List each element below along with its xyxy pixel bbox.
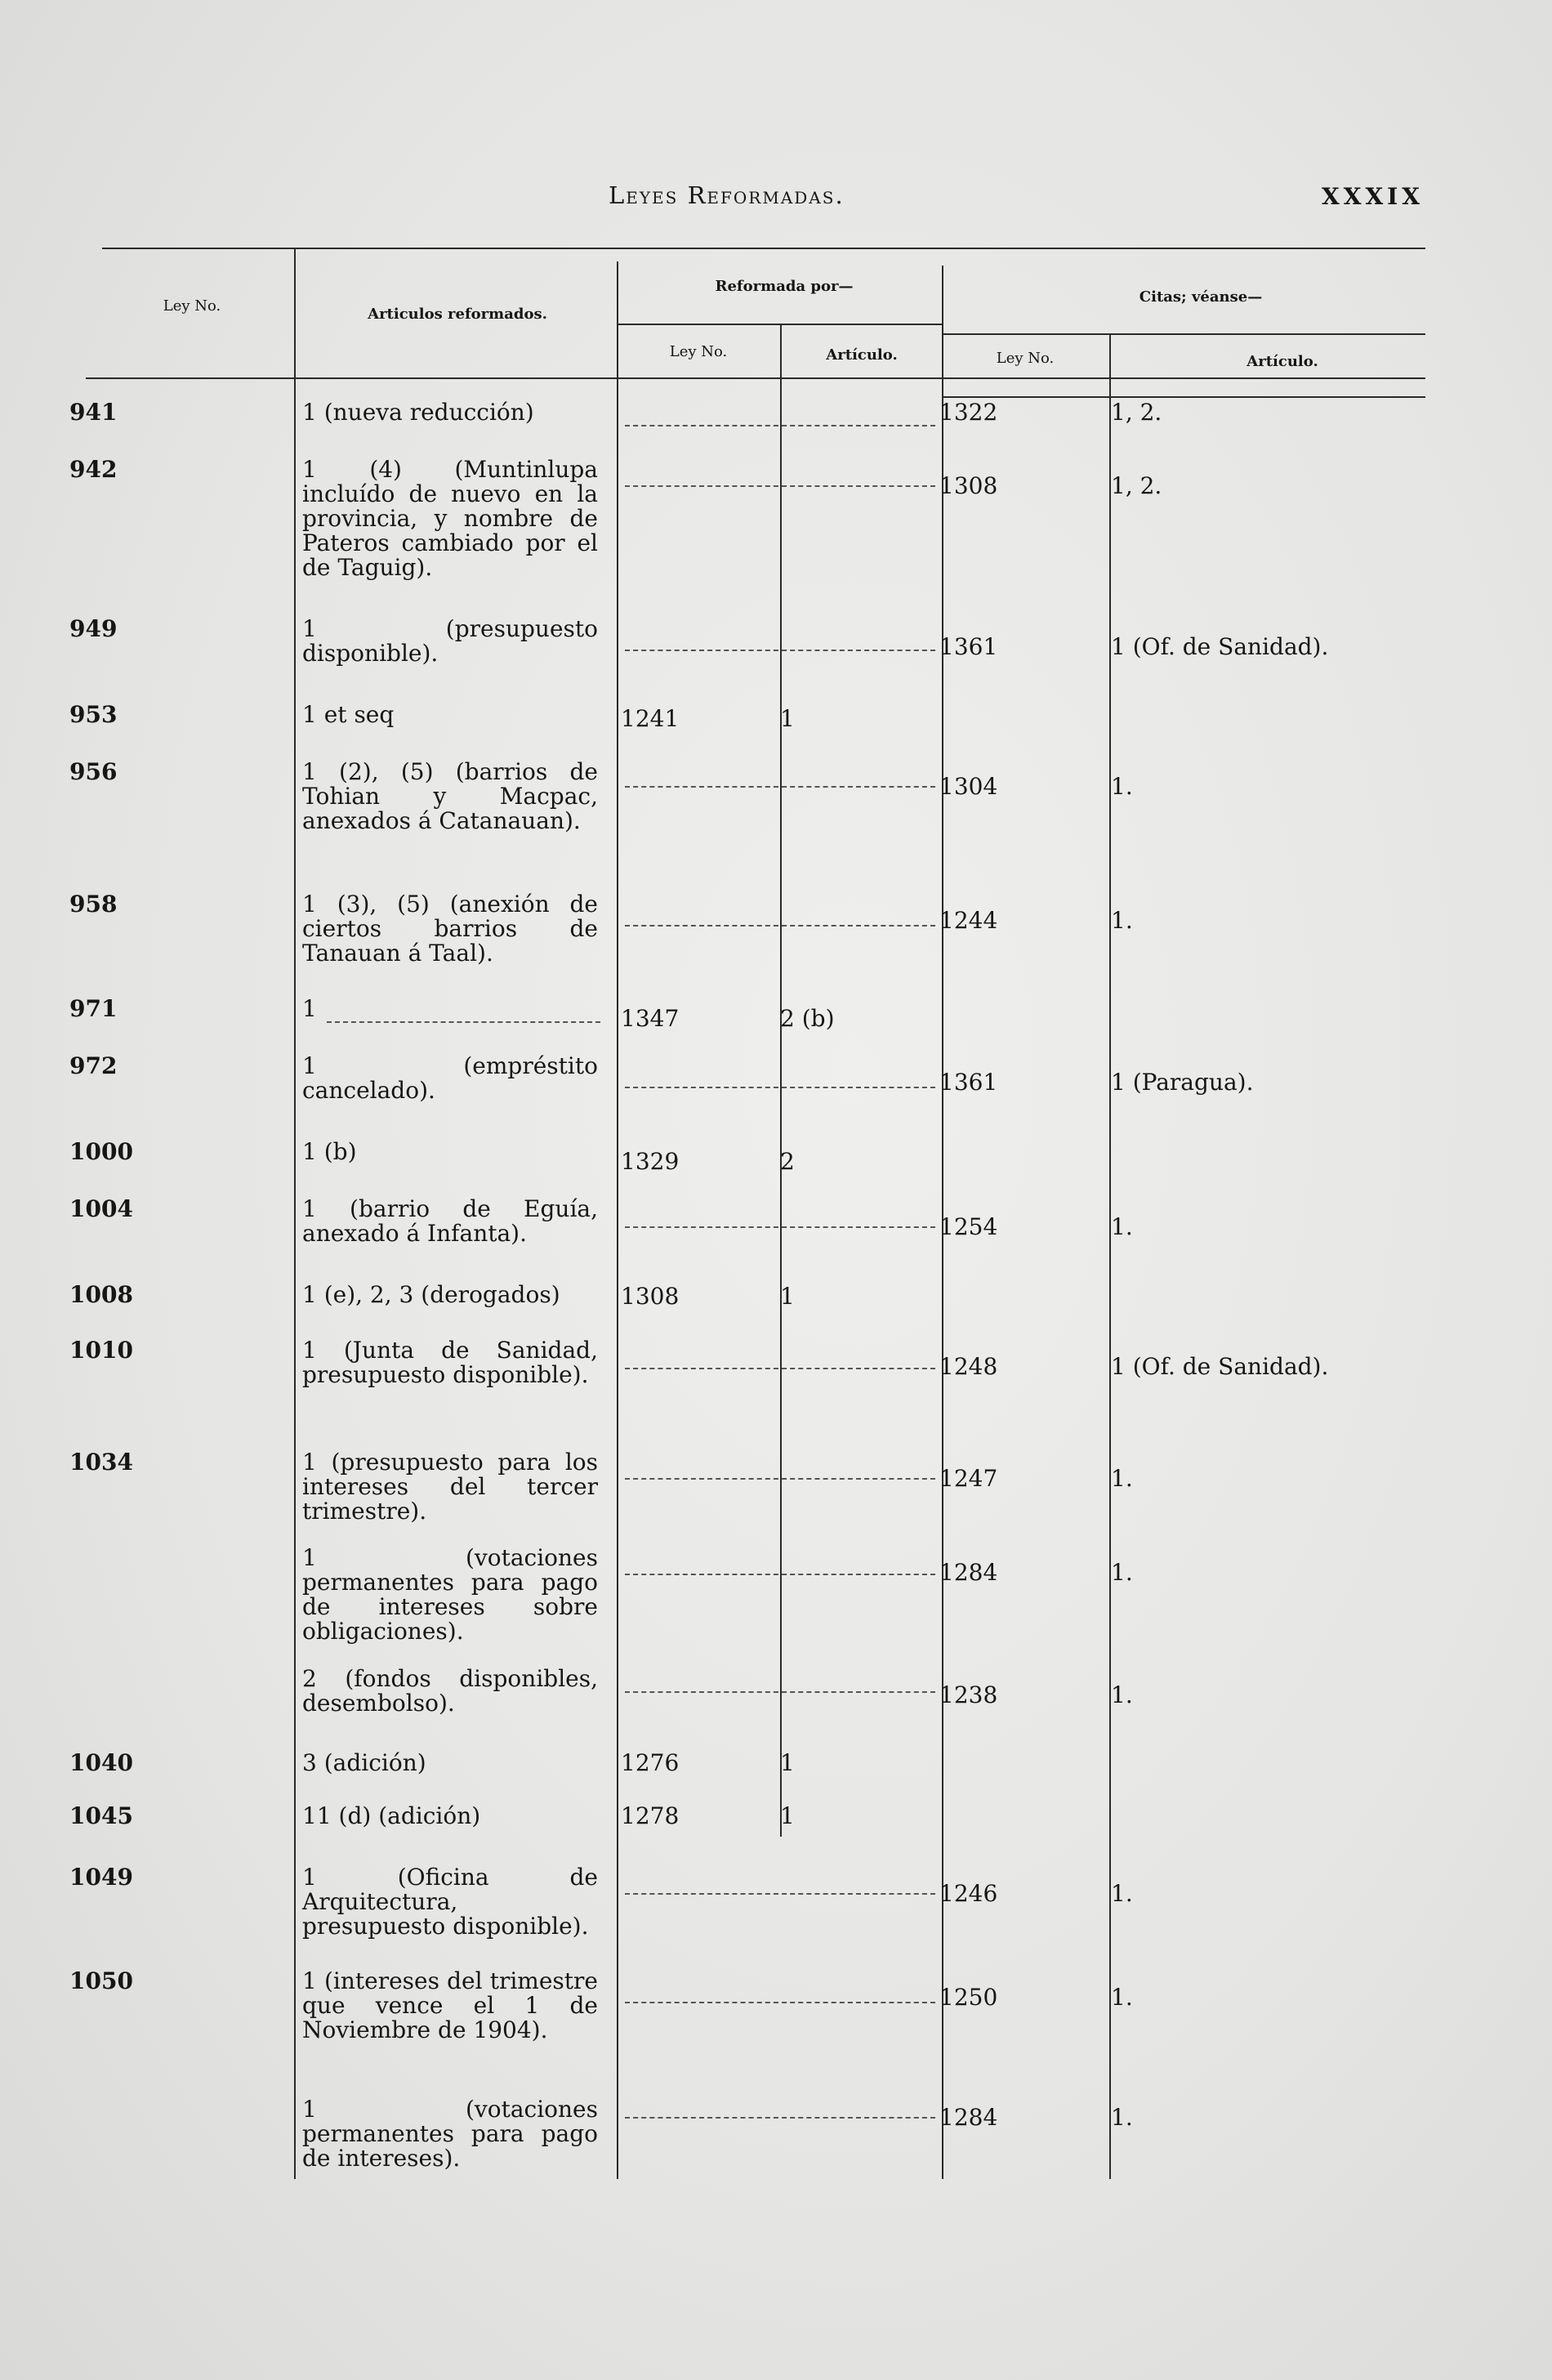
law-number: 956	[69, 758, 118, 785]
reformed-by-law: 1308	[621, 1283, 680, 1310]
subheader-rule-citas	[943, 333, 1425, 335]
law-number: 1000	[69, 1138, 133, 1165]
leader-dots	[625, 1226, 935, 1228]
citation-article: 1.	[1111, 2104, 1133, 2131]
header-bottom-rule	[86, 377, 1425, 379]
articles-reformed: 1 (Junta de Sanidad, presupuesto disponible).	[302, 1337, 598, 1388]
citation-article: 1 (Of. de Sanidad).	[1111, 1353, 1329, 1380]
reformed-by-law: 1347	[621, 1005, 680, 1032]
header-law-no: Ley No.	[163, 297, 221, 315]
law-number: 1034	[69, 1449, 133, 1476]
articles-reformed: 1 (presupuesto disponible).	[302, 615, 598, 667]
citation-law: 1248	[939, 1353, 998, 1380]
column-divider-1	[294, 249, 296, 2179]
law-number: 1049	[69, 1864, 133, 1891]
citation-article: 1 (Of. de Sanidad).	[1111, 633, 1329, 660]
leader-dots	[625, 485, 935, 487]
leader-dots	[625, 425, 935, 426]
leader-dots	[625, 1893, 935, 1895]
running-title: Leyes Reformadas.	[609, 181, 845, 209]
law-number: 1008	[69, 1281, 133, 1308]
citation-law: 1246	[939, 1880, 998, 1907]
citation-law: 1238	[939, 1681, 998, 1708]
articles-reformed: 1 (3), (5) (anexión de ciertos barrios de Tanauan á Taal).	[302, 891, 598, 967]
citation-law: 1284	[939, 2104, 998, 2131]
reformed-by-article: 1	[780, 1749, 795, 1776]
law-number: 949	[69, 615, 118, 642]
citation-law: 1254	[939, 1213, 998, 1240]
citation-law: 1244	[939, 907, 998, 934]
citation-article: 1, 2.	[1111, 472, 1162, 499]
table-top-rule	[102, 248, 1425, 249]
citation-article: 1.	[1111, 1213, 1133, 1240]
header-reformed-by: Reformada por—	[715, 278, 854, 295]
articles-reformed: 1 (2), (5) (barrios de Tohian y Macpac, anexados á Catanauan).	[302, 758, 598, 834]
header-bottom-rule-right	[943, 396, 1425, 398]
articles-reformed: 1 (e), 2, 3 (derogados)	[302, 1281, 560, 1308]
law-number: 958	[69, 891, 118, 918]
articles-reformed: 1 (presupuesto para los intereses del tercer trimestre).	[302, 1449, 598, 1525]
law-number: 1004	[69, 1195, 133, 1222]
articles-reformed: 1 (votaciones permanentes para pago de intereses).	[302, 2096, 598, 2172]
law-number: 942	[69, 456, 118, 483]
articles-reformed: 2 (fondos disponibles, desembolso).	[302, 1665, 598, 1717]
leader-dots	[625, 1478, 935, 1480]
law-number: 1050	[69, 1967, 133, 1994]
articles-reformed: 1 (b)	[302, 1138, 357, 1165]
citation-article: 1.	[1111, 1880, 1133, 1907]
leader-dots	[625, 2002, 935, 2003]
articles-reformed: 3 (adición)	[302, 1749, 426, 1776]
leader-dots	[625, 1368, 935, 1369]
law-number: 972	[69, 1052, 118, 1079]
reformed-by-article: 1	[780, 705, 795, 732]
citation-article: 1.	[1111, 1559, 1133, 1586]
citation-article: 1, 2.	[1111, 399, 1162, 426]
reformed-by-law: 1278	[621, 1802, 680, 1829]
citation-article: 1.	[1111, 1984, 1133, 2011]
articles-reformed: 1 et seq	[302, 701, 395, 728]
articles-reformed: 1 (nueva reducción)	[302, 399, 534, 426]
citation-article: 1.	[1111, 773, 1133, 800]
reformed-by-law: 1329	[621, 1148, 680, 1175]
law-number: 1040	[69, 1749, 133, 1776]
leader-dots	[625, 1691, 935, 1693]
articles-reformed: 1 (empréstito cancelado).	[302, 1052, 598, 1104]
reformed-by-law: 1276	[621, 1749, 680, 1776]
citation-article: 1.	[1111, 1681, 1133, 1708]
reformed-by-law: 1241	[621, 705, 680, 732]
header-citations-law: Ley No.	[996, 350, 1055, 367]
citation-article: 1 (Paragua).	[1111, 1069, 1254, 1096]
law-number: 1010	[69, 1337, 133, 1364]
leader-dots	[625, 650, 935, 651]
articles-reformed: 1 (Oficina de Arquitectura, presupuesto disponible).	[302, 1864, 598, 1940]
column-divider-3	[780, 325, 782, 1837]
citation-article: 1.	[1111, 1465, 1133, 1492]
articles-reformed: 1 (barrio de Eguía, anexado á Infanta).	[302, 1195, 598, 1247]
header-citations: Citas; véanse—	[1139, 288, 1263, 306]
reformed-by-article: 1	[780, 1283, 795, 1310]
running-head	[0, 181, 1552, 214]
leader-dots	[625, 1574, 935, 1575]
citation-law: 1304	[939, 773, 998, 800]
header-reformed-by-law: Ley No.	[669, 343, 728, 360]
law-number: 971	[69, 995, 118, 1022]
header-citations-article: Artículo.	[1247, 353, 1318, 370]
citation-law: 1284	[939, 1559, 998, 1586]
citation-law: 1250	[939, 1984, 998, 2011]
law-number: 941	[69, 399, 118, 426]
leader-dots	[625, 786, 935, 788]
articles-reformed: 1	[302, 995, 317, 1022]
header-reformed-by-article: Artículo.	[826, 346, 898, 364]
citation-law: 1308	[939, 472, 998, 499]
articles-reformed: 1 (votaciones permanentes para pago de intereses sobre obligaciones).	[302, 1544, 598, 1645]
column-divider-2	[617, 261, 618, 2179]
leader-dots	[327, 1021, 600, 1023]
page-number: XXXIX	[1322, 183, 1424, 210]
citation-law: 1322	[939, 399, 998, 426]
reformed-by-article: 2 (b)	[780, 1005, 835, 1032]
law-number: 953	[69, 701, 118, 728]
citation-law: 1247	[939, 1465, 998, 1492]
law-number: 1045	[69, 1802, 133, 1829]
reformed-by-article: 2	[780, 1148, 795, 1175]
citation-article: 1.	[1111, 907, 1133, 934]
leader-dots	[625, 2117, 935, 2119]
citation-law: 1361	[939, 633, 998, 660]
reformed-by-article: 1	[780, 1802, 795, 1829]
articles-reformed: 11 (d) (adición)	[302, 1802, 481, 1829]
leader-dots	[625, 1087, 935, 1088]
articles-reformed: 1 (4) (Muntinlupa incluído de nuevo en la provincia, y nombre de Pateros cambiado por el de Taguig).	[302, 456, 598, 581]
articles-reformed: 1 (intereses del trimestre que vence el 1 de Noviembre de 1904).	[302, 1967, 598, 2043]
header-articles-reformed: Articulos reformados.	[368, 306, 547, 323]
leader-dots	[625, 925, 935, 927]
citation-law: 1361	[939, 1069, 998, 1096]
